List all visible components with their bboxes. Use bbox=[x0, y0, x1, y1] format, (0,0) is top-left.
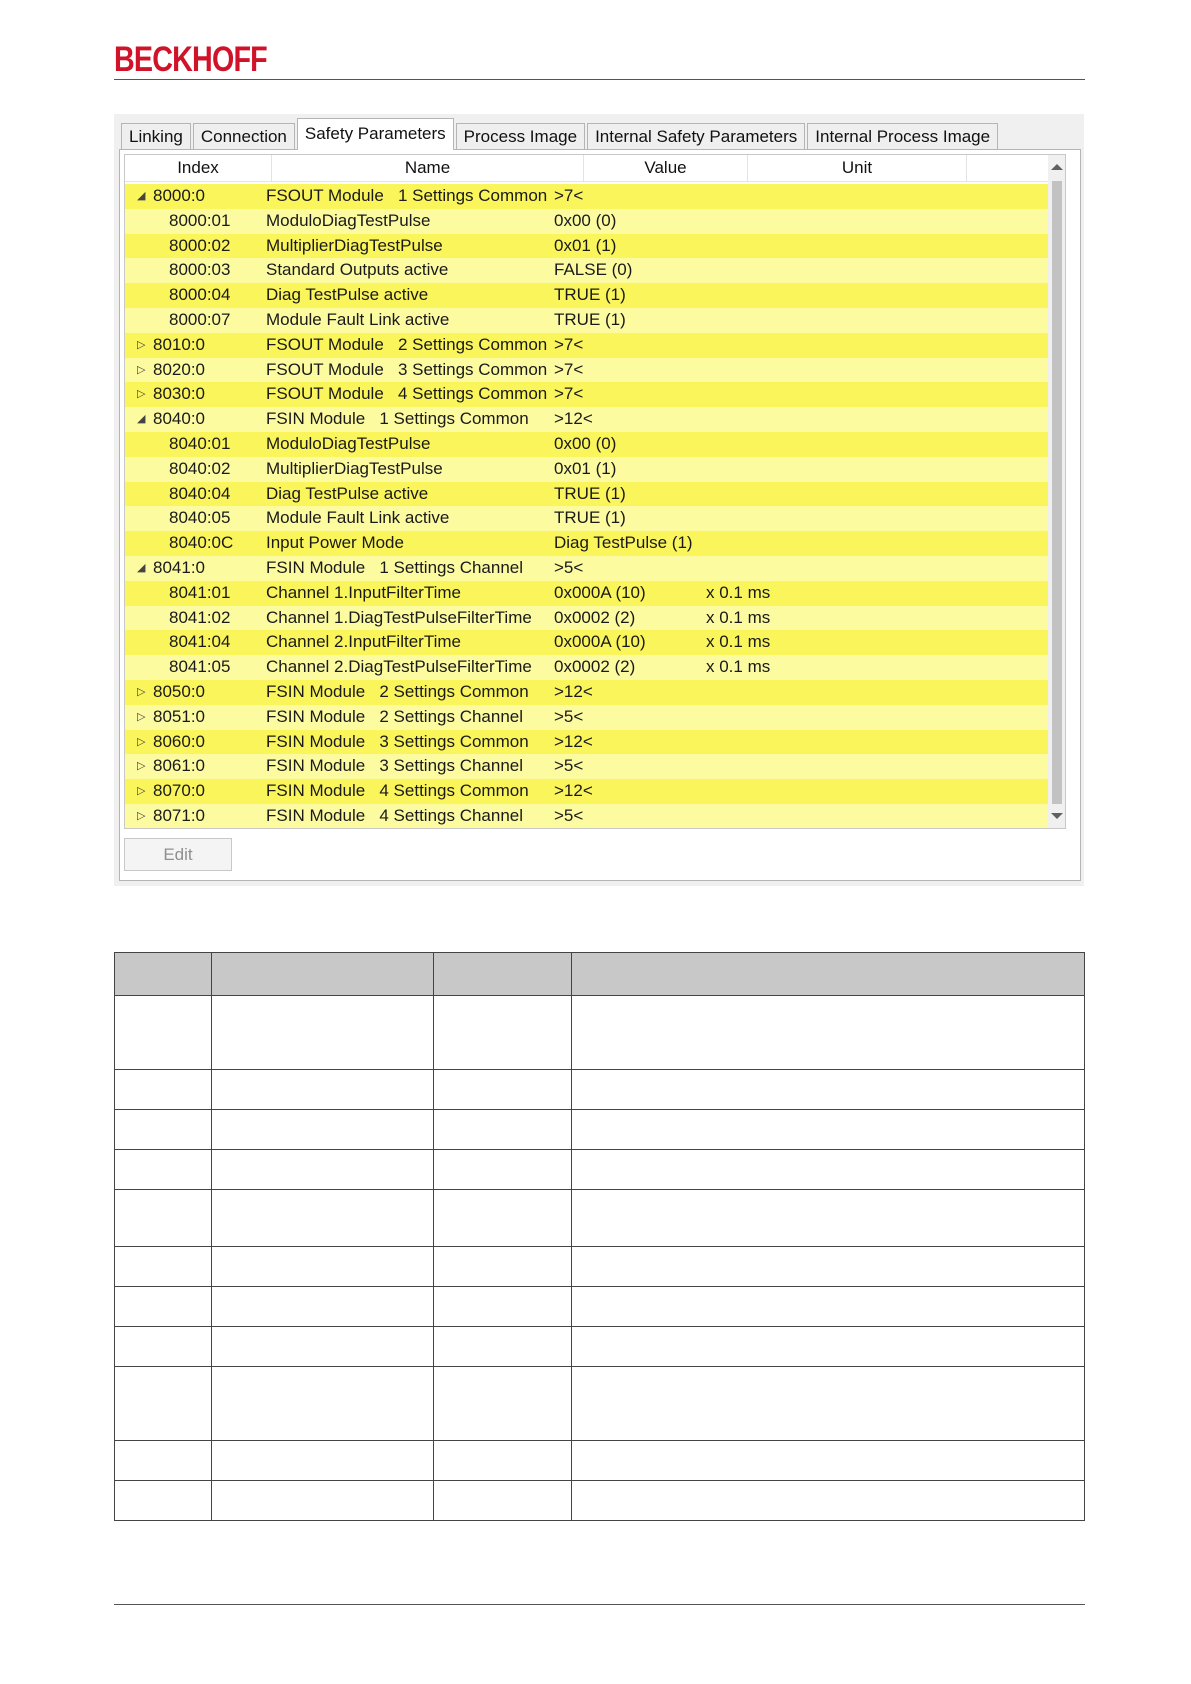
table-cell bbox=[212, 1110, 434, 1150]
index-cell: 8030:0 bbox=[153, 384, 205, 404]
scrollbar-thumb[interactable] bbox=[1052, 181, 1062, 804]
header-cell bbox=[434, 953, 572, 996]
index-cell: 8060:0 bbox=[153, 731, 205, 751]
expand-triangle-icon[interactable]: ▷ bbox=[137, 710, 146, 723]
value-cell: 0x01 (1) bbox=[554, 458, 617, 478]
name-cell: FSIN Module 2 Settings Common bbox=[266, 681, 529, 701]
name-cell: FSIN Module 2 Settings Channel bbox=[266, 706, 524, 726]
collapse-triangle-icon[interactable]: ◢ bbox=[137, 561, 146, 574]
value-cell: 0x0002 (2) bbox=[554, 657, 636, 677]
header-cell bbox=[572, 953, 1085, 996]
beckhoff-logo: BECKHOFF bbox=[114, 40, 267, 79]
table-cell bbox=[115, 1070, 212, 1110]
table-cell bbox=[434, 1070, 572, 1110]
table-cell bbox=[115, 1481, 212, 1521]
table-row[interactable] bbox=[125, 333, 1050, 358]
table-cell bbox=[434, 1367, 572, 1441]
column-header-index[interactable]: Index bbox=[125, 155, 272, 181]
name-cell: ModuloDiagTestPulse bbox=[266, 433, 431, 453]
value-cell: TRUE (1) bbox=[554, 508, 626, 528]
column-header-value[interactable]: Value bbox=[584, 155, 748, 181]
header-rule bbox=[114, 79, 1085, 80]
value-cell: TRUE (1) bbox=[554, 285, 626, 305]
name-cell: Channel 1.DiagTestPulseFilterTime bbox=[266, 607, 532, 627]
unit-cell: x 0.1 ms bbox=[706, 632, 771, 652]
table-cell bbox=[572, 996, 1085, 1070]
tab-strip bbox=[121, 119, 1000, 150]
value-cell: >5< bbox=[554, 805, 584, 825]
value-cell: 0x00 (0) bbox=[554, 210, 617, 230]
table-cell bbox=[115, 1327, 212, 1367]
table-row[interactable] bbox=[125, 630, 1050, 655]
column-header-unit[interactable]: Unit bbox=[748, 155, 967, 181]
index-cell: 8040:02 bbox=[169, 458, 231, 478]
table-cell bbox=[212, 1327, 434, 1367]
index-cell: 8040:01 bbox=[169, 433, 231, 453]
table-row[interactable] bbox=[125, 482, 1050, 507]
tab-content bbox=[119, 149, 1081, 881]
name-cell: FSOUT Module 1 Settings Common bbox=[266, 186, 548, 205]
expand-triangle-icon[interactable]: ▷ bbox=[137, 785, 146, 798]
value-cell: >12< bbox=[554, 731, 593, 751]
header-cell bbox=[115, 953, 212, 996]
table-cell bbox=[212, 996, 434, 1070]
value-cell: 0x00 (0) bbox=[554, 433, 617, 453]
table-row[interactable] bbox=[125, 556, 1050, 581]
index-cell: 8010:0 bbox=[153, 334, 205, 354]
name-cell: FSIN Module 3 Settings Common bbox=[266, 731, 529, 751]
table-row[interactable] bbox=[125, 234, 1050, 259]
index-cell: 8000:07 bbox=[169, 309, 231, 329]
index-cell: 8061:0 bbox=[153, 756, 205, 776]
name-cell: FSIN Module 4 Settings Common bbox=[266, 781, 529, 801]
scroll-down-arrow-icon[interactable] bbox=[1051, 813, 1063, 819]
column-header-name[interactable]: Name bbox=[272, 155, 584, 181]
table-cell bbox=[212, 1441, 434, 1481]
table-row bbox=[115, 1110, 1085, 1150]
table-row[interactable] bbox=[125, 779, 1050, 804]
name-cell: MultiplierDiagTestPulse bbox=[266, 235, 443, 255]
vertical-scrollbar[interactable] bbox=[1048, 155, 1065, 828]
table-cell bbox=[572, 1247, 1085, 1287]
expand-triangle-icon[interactable]: ▷ bbox=[137, 685, 146, 698]
name-cell: Channel 2.InputFilterTime bbox=[266, 632, 461, 652]
table-row[interactable] bbox=[125, 680, 1050, 705]
name-cell: MultiplierDiagTestPulse bbox=[266, 458, 443, 478]
table-row[interactable] bbox=[125, 730, 1050, 755]
value-cell: >5< bbox=[554, 557, 584, 577]
table-cell bbox=[212, 1150, 434, 1190]
name-cell: FSIN Module 4 Settings Channel bbox=[266, 805, 524, 825]
table-cell bbox=[434, 1247, 572, 1287]
table-row bbox=[115, 1481, 1085, 1521]
index-cell: 8050:0 bbox=[153, 681, 205, 701]
value-cell: >7< bbox=[554, 186, 584, 205]
tab-connection[interactable]: Connection bbox=[193, 123, 295, 150]
table-row bbox=[115, 1367, 1085, 1441]
index-cell: 8000:01 bbox=[169, 210, 231, 230]
table-cell bbox=[115, 1441, 212, 1481]
table-row[interactable] bbox=[125, 457, 1050, 482]
unit-cell: x 0.1 ms bbox=[706, 582, 771, 602]
index-cell: 8000:0 bbox=[153, 186, 205, 205]
table-row[interactable] bbox=[125, 283, 1050, 308]
index-cell: 8000:02 bbox=[169, 235, 231, 255]
expand-triangle-icon[interactable]: ▷ bbox=[137, 735, 146, 748]
table-row[interactable] bbox=[125, 382, 1050, 407]
description-table-header bbox=[115, 953, 1085, 996]
table-cell bbox=[434, 996, 572, 1070]
table-cell bbox=[115, 1247, 212, 1287]
grid-rows bbox=[125, 184, 1050, 829]
index-cell: 8041:02 bbox=[169, 607, 231, 627]
name-cell: FSIN Module 1 Settings Common bbox=[266, 409, 529, 429]
table-row[interactable] bbox=[125, 804, 1050, 829]
table-cell bbox=[434, 1481, 572, 1521]
table-cell bbox=[115, 1287, 212, 1327]
index-cell: 8070:0 bbox=[153, 781, 205, 801]
table-row bbox=[115, 1150, 1085, 1190]
header-cell bbox=[212, 953, 434, 996]
table-cell bbox=[115, 1190, 212, 1247]
name-cell: FSOUT Module 4 Settings Common bbox=[266, 384, 548, 404]
table-row[interactable] bbox=[125, 432, 1050, 457]
table-row[interactable] bbox=[125, 358, 1050, 383]
unit-cell: x 0.1 ms bbox=[706, 607, 771, 627]
name-cell: FSOUT Module 3 Settings Common bbox=[266, 359, 548, 379]
index-cell: 8071:0 bbox=[153, 805, 205, 825]
edit-button[interactable]: Edit bbox=[124, 838, 232, 871]
table-cell bbox=[572, 1441, 1085, 1481]
name-cell: Module Fault Link active bbox=[266, 508, 450, 528]
table-cell bbox=[572, 1367, 1085, 1441]
value-cell: 0x0002 (2) bbox=[554, 607, 636, 627]
table-cell bbox=[434, 1150, 572, 1190]
index-cell: 8040:04 bbox=[169, 483, 231, 503]
value-cell: >7< bbox=[554, 334, 584, 354]
value-cell: >12< bbox=[554, 781, 593, 801]
table-cell bbox=[115, 1367, 212, 1441]
scroll-up-arrow-icon[interactable] bbox=[1051, 164, 1063, 170]
value-cell: >7< bbox=[554, 359, 584, 379]
tab-linking[interactable]: Linking bbox=[121, 123, 191, 150]
table-row bbox=[115, 1327, 1085, 1367]
table-row bbox=[115, 1247, 1085, 1287]
table-cell bbox=[434, 1441, 572, 1481]
value-cell: >5< bbox=[554, 706, 584, 726]
table-cell bbox=[572, 1110, 1085, 1150]
index-cell: 8040:0C bbox=[169, 533, 234, 553]
table-row[interactable] bbox=[125, 209, 1050, 234]
table-cell bbox=[212, 1247, 434, 1287]
table-row bbox=[115, 1190, 1085, 1247]
table-row[interactable] bbox=[125, 606, 1050, 631]
name-cell: Diag TestPulse active bbox=[266, 483, 429, 503]
table-row[interactable] bbox=[125, 184, 1050, 209]
table-cell bbox=[434, 1110, 572, 1150]
table-cell bbox=[212, 1190, 434, 1247]
table-row bbox=[115, 1287, 1085, 1327]
value-cell: TRUE (1) bbox=[554, 483, 626, 503]
table-row[interactable] bbox=[125, 308, 1050, 333]
index-cell: 8000:03 bbox=[169, 260, 231, 280]
index-cell: 8051:0 bbox=[153, 706, 205, 726]
value-cell: >7< bbox=[554, 384, 584, 404]
table-cell bbox=[434, 1287, 572, 1327]
value-cell: 0x000A (10) bbox=[554, 582, 646, 602]
table-cell bbox=[212, 1367, 434, 1441]
value-cell: >12< bbox=[554, 681, 593, 701]
table-cell bbox=[572, 1481, 1085, 1521]
table-cell bbox=[212, 1481, 434, 1521]
expand-triangle-icon[interactable]: ▷ bbox=[137, 363, 146, 376]
expand-triangle-icon[interactable]: ▷ bbox=[137, 388, 146, 401]
tab-process-image[interactable]: Process Image bbox=[456, 123, 585, 150]
collapse-triangle-icon[interactable]: ◢ bbox=[137, 413, 146, 426]
table-cell bbox=[572, 1287, 1085, 1327]
table-cell bbox=[572, 1150, 1085, 1190]
index-cell: 8041:0 bbox=[153, 557, 205, 577]
footer-rule bbox=[114, 1604, 1085, 1605]
value-cell: 0x01 (1) bbox=[554, 235, 617, 255]
index-cell: 8000:04 bbox=[169, 285, 231, 305]
name-cell: Diag TestPulse active bbox=[266, 285, 429, 305]
index-cell: 8020:0 bbox=[153, 359, 205, 379]
tab-internal-safety-parameters[interactable]: Internal Safety Parameters bbox=[587, 123, 805, 150]
name-cell: Input Power Mode bbox=[266, 533, 404, 553]
table-row[interactable] bbox=[125, 655, 1050, 680]
table-cell bbox=[115, 996, 212, 1070]
table-row[interactable] bbox=[125, 506, 1050, 531]
value-cell: FALSE (0) bbox=[554, 260, 633, 280]
name-cell: ModuloDiagTestPulse bbox=[266, 210, 431, 230]
parameter-grid bbox=[124, 154, 1066, 829]
table-row bbox=[115, 1441, 1085, 1481]
index-cell: 8041:04 bbox=[169, 632, 231, 652]
table-cell bbox=[115, 1110, 212, 1150]
expand-triangle-icon[interactable]: ▷ bbox=[137, 338, 146, 351]
table-cell bbox=[434, 1190, 572, 1247]
grid-header bbox=[125, 155, 1065, 182]
name-cell: Standard Outputs active bbox=[266, 260, 449, 280]
name-cell: Module Fault Link active bbox=[266, 309, 450, 329]
name-cell: FSIN Module 3 Settings Channel bbox=[266, 756, 524, 776]
table-cell bbox=[212, 1287, 434, 1327]
table-row bbox=[115, 1070, 1085, 1110]
name-cell: FSOUT Module 2 Settings Common bbox=[266, 334, 548, 354]
table-row[interactable] bbox=[125, 531, 1050, 556]
safety-parameters-dialog bbox=[114, 114, 1084, 886]
table-cell bbox=[572, 1327, 1085, 1367]
tab-safety-parameters[interactable]: Safety Parameters bbox=[297, 118, 454, 150]
value-cell: 0x000A (10) bbox=[554, 632, 646, 652]
table-cell bbox=[434, 1327, 572, 1367]
name-cell: Channel 2.DiagTestPulseFilterTime bbox=[266, 657, 532, 677]
index-cell: 8041:05 bbox=[169, 657, 231, 677]
table-row[interactable] bbox=[125, 705, 1050, 730]
value-cell: Diag TestPulse (1) bbox=[554, 533, 693, 553]
name-cell: FSIN Module 1 Settings Channel bbox=[266, 557, 524, 577]
index-cell: 8040:0 bbox=[153, 409, 205, 429]
table-cell bbox=[572, 1190, 1085, 1247]
expand-triangle-icon[interactable]: ▷ bbox=[137, 809, 146, 822]
table-row[interactable] bbox=[125, 258, 1050, 283]
table-cell bbox=[212, 1070, 434, 1110]
collapse-triangle-icon[interactable]: ◢ bbox=[137, 190, 146, 202]
expand-triangle-icon[interactable]: ▷ bbox=[137, 760, 146, 773]
table-cell bbox=[572, 1070, 1085, 1110]
unit-cell: x 0.1 ms bbox=[706, 657, 771, 677]
value-cell: >12< bbox=[554, 409, 593, 429]
tab-internal-process-image[interactable]: Internal Process Image bbox=[807, 123, 998, 150]
table-row[interactable] bbox=[125, 407, 1050, 432]
table-row[interactable] bbox=[125, 581, 1050, 606]
value-cell: >5< bbox=[554, 756, 584, 776]
name-cell: Channel 1.InputFilterTime bbox=[266, 582, 461, 602]
index-cell: 8040:05 bbox=[169, 508, 231, 528]
index-cell: 8041:01 bbox=[169, 582, 231, 602]
table-row bbox=[115, 996, 1085, 1070]
table-row[interactable] bbox=[125, 754, 1050, 779]
table-cell bbox=[115, 1150, 212, 1190]
value-cell: TRUE (1) bbox=[554, 309, 626, 329]
description-table bbox=[114, 952, 1085, 1521]
